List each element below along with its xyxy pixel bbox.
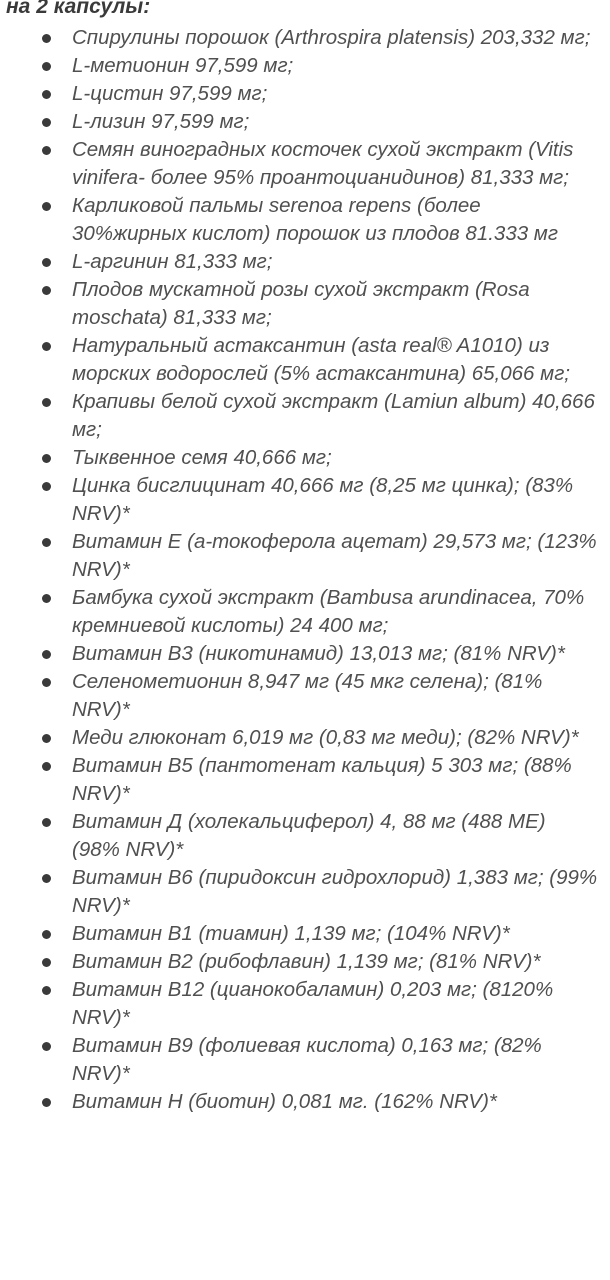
list-item: Витамин В1 (тиамин) 1,139 мг; (104% NRV)*	[0, 920, 606, 948]
list-item: L-метионин 97,599 мг;	[0, 52, 606, 80]
list-item: Селенометионин 8,947 мг (45 мкг селена); (81% NRV)*	[0, 668, 606, 724]
list-item: Витамин В2 (рибофлавин) 1,139 мг; (81% NRV)*	[0, 948, 606, 976]
list-item: Витамин В9 (фолиевая кислота) 0,163 мг; (82% NRV)*	[0, 1032, 606, 1088]
list-item: Цинка бисглицинат 40,666 мг (8,25 мг цинка); (83% NRV)*	[0, 472, 606, 528]
ingredient-list	[0, 24, 606, 1116]
list-item: Тыквенное семя 40,666 мг;	[0, 444, 606, 472]
list-item: Спирулины порошок (Arthrospira platensis) 203,332 мг;	[0, 24, 606, 52]
list-item: Витамин В3 (никотинамид) 13,013 мг; (81% NRV)*	[0, 640, 606, 668]
list-item: Витамин Н (биотин) 0,081 мг. (162% NRV)*	[0, 1088, 606, 1116]
list-item: Плодов мускатной розы сухой экстракт (Rosa moschata) 81,333 мг;	[0, 276, 606, 332]
list-item: Меди глюконат 6,019 мг (0,83 мг меди); (82% NRV)*	[0, 724, 606, 752]
section-heading: на 2 капсулы:	[6, 0, 151, 18]
list-item: L-лизин 97,599 мг;	[0, 108, 606, 136]
list-item: L-цистин 97,599 мг;	[0, 80, 606, 108]
list-item: Семян виноградных косточек сухой экстракт (Vitis vinifera- более 95% проантоцианидинов) 81,333 мг;	[0, 136, 606, 192]
list-item: Бамбука сухой экстракт (Bambusa arundinacea, 70% кремниевой кислоты) 24 400 мг;	[0, 584, 606, 640]
list-item: Карликовой пальмы serenoa repens (более 30%жирных кислот) порошок из плодов 81.333 мг	[0, 192, 606, 248]
list-item: Витамин Д (холекальциферол) 4, 88 мг (488 МЕ) (98% NRV)*	[0, 808, 606, 864]
list-item: Натуральный астаксантин (asta real® A1010) из морских водорослей (5% астаксантина) 65,066 мг;	[0, 332, 606, 388]
list-item: Витамин В12 (цианокобаламин) 0,203 мг; (8120% NRV)*	[0, 976, 606, 1032]
list-item: Витамин В6 (пиридоксин гидрохлорид) 1,383 мг; (99% NRV)*	[0, 864, 606, 920]
list-item: Крапивы белой сухой экстракт (Lamiun album) 40,666 мг;	[0, 388, 606, 444]
list-item: L-аргинин 81,333 мг;	[0, 248, 606, 276]
list-item: Витамин Е (а-токоферола ацетат) 29,573 мг; (123% NRV)*	[0, 528, 606, 584]
list-item: Витамин В5 (пантотенат кальция) 5 303 мг; (88% NRV)*	[0, 752, 606, 808]
